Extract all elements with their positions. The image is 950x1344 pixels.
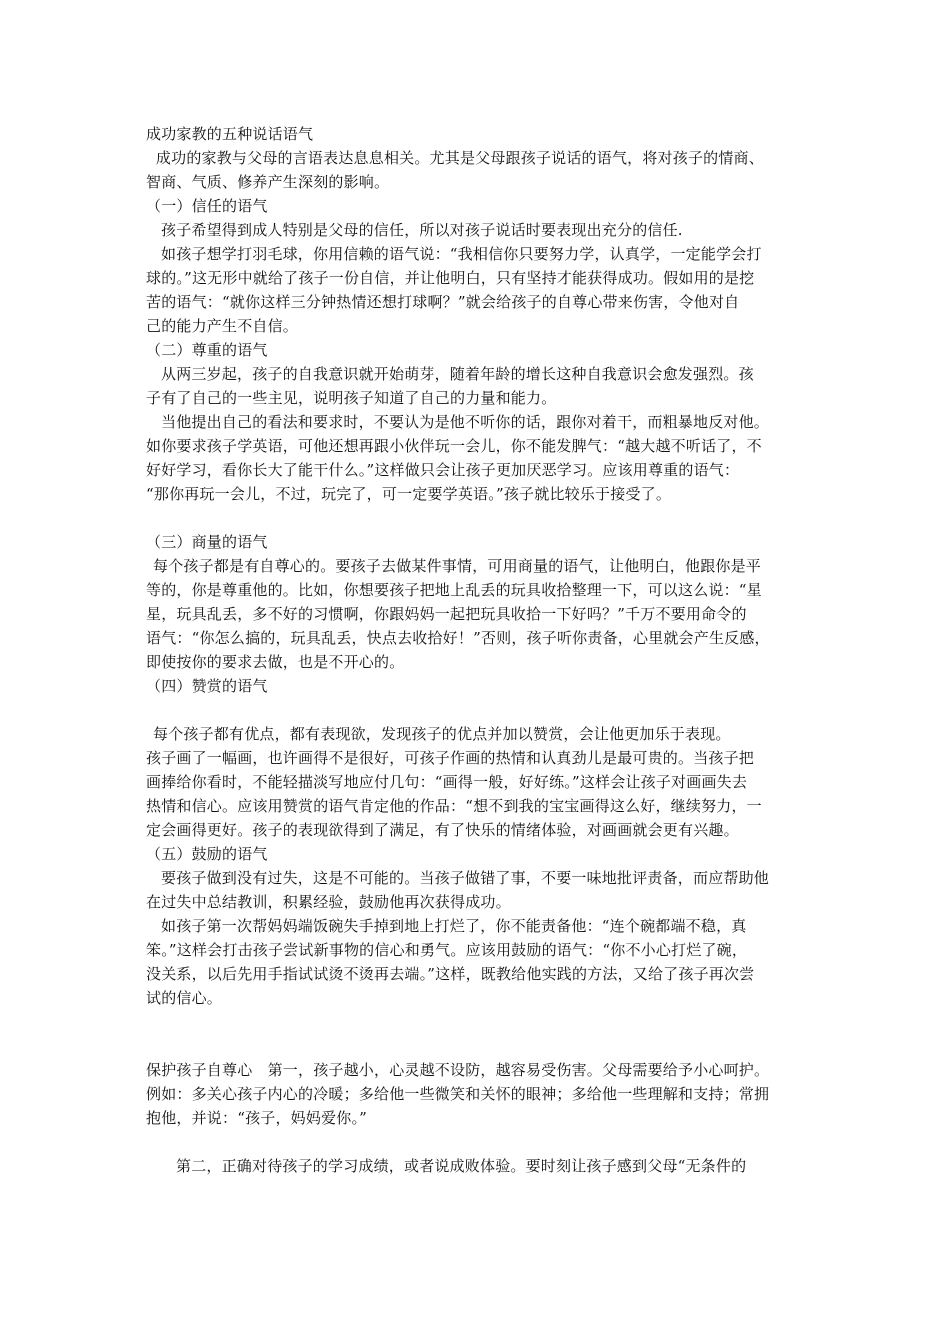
- paragraph-line: 没关系，以后先用手指试试烫不烫再去端。”这样，既教给他实践的方法，又给了孩子再次尝: [146, 965, 755, 983]
- protect-paragraph-line: 保护孩子自尊心 第一，孩子越小，心灵越不设防，越容易受伤害。父母需要给予小心呵护。: [146, 1061, 770, 1079]
- document-body: [146, 122, 810, 1178]
- protect-paragraph-line: 抱他，并说：“孩子，妈妈爱你。”: [146, 1109, 368, 1127]
- spacer: [146, 506, 810, 530]
- paragraph-line: 球的。”这无形中就给了孩子一份自信，并让他明白，只有坚持才能获得成功。假如用的是挖: [146, 269, 755, 287]
- intro-line: 智商、气质、修养产生深刻的影响。: [146, 173, 390, 191]
- paragraph-line: 语气：“你怎么搞的，玩具乱丢，快点去收拾好！”否则，孩子听你责备，心里就会产生反感，: [146, 629, 770, 647]
- paragraph-line: 定会画得更好。孩子的表现欲得到了满足，有了快乐的情绪体验，对画画就会更有兴趣。: [146, 821, 739, 839]
- section-heading-discuss: （三）商量的语气: [146, 533, 268, 551]
- section-heading-respect: （二）尊重的语气: [146, 341, 268, 359]
- spacer: [146, 698, 810, 722]
- section-heading-encourage: （五）鼓励的语气: [146, 845, 268, 863]
- paragraph-line: 等的，你是尊重他的。比如，你想要孩子把地上乱丢的玩具收拾整理一下，可以这么说：“星: [146, 581, 762, 599]
- section-heading-trust: （一）信任的语气: [146, 197, 268, 215]
- protect-second-point: 第二，正确对待孩子的学习成绩，或者说成败体验。要时刻让孩子感到父母“无条件的: [176, 1157, 747, 1175]
- paragraph-line: 苦的语气：“就你这样三分钟热情还想打球啊？”就会给孩子的自尊心带来伤害，令他对自: [146, 293, 740, 311]
- paragraph-line: 每个孩子都有优点，都有表现欲，发现孩子的优点并加以赞赏，会让他更加乐于表现。: [153, 725, 731, 743]
- spacer: [146, 1010, 810, 1058]
- paragraph-line: 试的信心。: [146, 989, 223, 1007]
- paragraph-line: 子有了自己的一些主见，说明孩子知道了自己的力量和能力。: [146, 389, 557, 407]
- paragraph-line: 每个孩子都是有自尊心的。要孩子去做某件事情，可用商量的语气，让他明白，他跟你是平: [153, 557, 762, 575]
- protect-paragraph-line: 例如：多关心孩子内心的冷暖；多给他一些微笑和关怀的眼神；多给他一些理解和支持；常拥: [146, 1085, 770, 1103]
- paragraph-line: 即使按你的要求去做，也是不开心的。: [146, 653, 405, 671]
- paragraph-line: 星，玩具乱丢，多不好的习惯啊，你跟妈妈一起把玩具收拾一下好吗？”千万不要用命令的: [146, 605, 747, 623]
- paragraph-line: 如你要求孩子学英语，可他还想再跟小伙伴玩一会儿，你不能发脾气：“越大越不听话了，不: [146, 437, 762, 455]
- paragraph-line: 孩子希望得到成人特别是父母的信任，所以对孩子说话时要表现出充分的信任.: [161, 221, 683, 239]
- spacer: [146, 1130, 810, 1154]
- paragraph-line: 好好学习，看你长大了能干什么。”这样做只会让孩子更加厌恶学习。应该用尊重的语气：: [146, 461, 740, 479]
- paragraph-line: 从两三岁起，孩子的自我意识就开始萌芽，随着年龄的增长这种自我意识会愈发强烈。孩: [161, 365, 754, 383]
- paragraph-line: 在过失中总结教训，积累经验，鼓励他再次获得成功。: [146, 893, 511, 911]
- section-heading-praise: （四）赞赏的语气: [146, 677, 268, 695]
- paragraph-line: “那你再玩一会儿，不过，玩完了，可一定要学英语。”孩子就比较乐于接受了。: [146, 485, 672, 503]
- intro-line: 成功的家教与父母的言语表达息息相关。尤其是父母跟孩子说话的语气，将对孩子的情商、: [146, 149, 764, 167]
- paragraph-line: 孩子画了一幅画，也许画得不是很好，可孩子作画的热情和认真劲儿是最可贵的。当孩子把: [146, 749, 755, 767]
- paragraph-line: 笨。”这样会打击孩子尝试新事物的信心和勇气。应该用鼓励的语气：“你不小心打烂了碗，: [146, 941, 748, 959]
- document-title: 成功家教的五种说话语气: [146, 125, 314, 143]
- paragraph-line: 当他提出自己的看法和要求时，不要认为是他不听你的话，跟你对着干，而粗暴地反对他。: [161, 413, 770, 431]
- paragraph-line: 如孩子想学打羽毛球，你用信赖的语气说：“我相信你只要努力学，认真学，一定能学会打: [161, 245, 762, 263]
- paragraph-line: 画捧给你看时，不能轻描淡写地应付几句：“画得一般，好好练。”这样会让孩子对画画失去: [146, 773, 748, 791]
- paragraph-line: 如孩子第一次帮妈妈端饭碗失手掉到地上打烂了，你不能责备他：“连个碗都端不稳，真: [161, 917, 747, 935]
- paragraph-line: 要孩子做到没有过失，这是不可能的。当孩子做错了事，不要一味地批评责备，而应帮助他: [161, 869, 770, 887]
- paragraph-line: 己的能力产生不自信。: [146, 317, 299, 335]
- paragraph-line: 热情和信心。应该用赞赏的语气肯定他的作品：“想不到我的宝宝画得这么好，继续努力，一: [146, 797, 762, 815]
